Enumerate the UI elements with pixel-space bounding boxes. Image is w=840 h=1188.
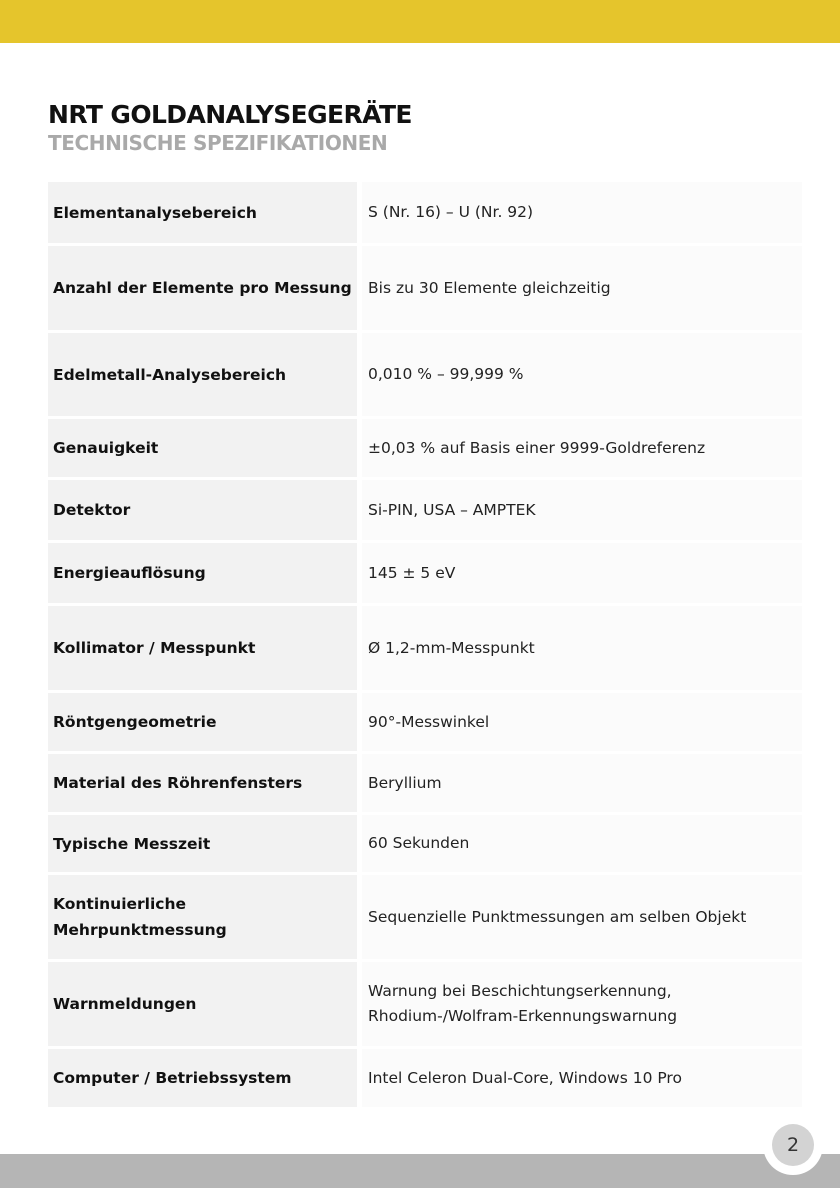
table-row (48, 815, 802, 872)
table-row (48, 419, 802, 477)
table-row (48, 543, 802, 603)
page-title: NRT GOLDANALYSEGERÄTE (48, 100, 412, 129)
spec-label: Computer / Betriebssystem (48, 1049, 357, 1107)
spec-label: Elementanalysebereich (48, 182, 357, 243)
spec-label: Röntgengeometrie (48, 693, 357, 751)
spec-value: 0,010 % – 99,999 % (362, 333, 802, 416)
table-row (48, 693, 802, 751)
table-row (48, 606, 802, 690)
table-row (48, 246, 802, 330)
spec-label: Anzahl der Elemente pro Messung (48, 246, 357, 330)
spec-label: Genauigkeit (48, 419, 357, 477)
top-accent-bar (0, 0, 840, 43)
spec-value: S (Nr. 16) – U (Nr. 92) (362, 182, 802, 243)
spec-value: Sequenzielle Punktmessungen am selben Objekt (362, 875, 802, 959)
page-number: 2 (772, 1124, 814, 1166)
spec-value: 145 ± 5 eV (362, 543, 802, 603)
table-row (48, 962, 802, 1046)
spec-value: Beryllium (362, 754, 802, 812)
spec-label: Energieauflösung (48, 543, 357, 603)
specifications-table (48, 179, 802, 1110)
spec-value: 90°-Messwinkel (362, 693, 802, 751)
page-subtitle: TECHNISCHE SPEZIFIKATIONEN (48, 131, 388, 155)
spec-value: Ø 1,2-mm-Messpunkt (362, 606, 802, 690)
spec-label: Edelmetall-Analysebereich (48, 333, 357, 416)
spec-value: 60 Sekunden (362, 815, 802, 872)
spec-value: ±0,03 % auf Basis einer 9999-Goldreferenz (362, 419, 802, 477)
spec-label: Kontinuierliche Mehrpunktmessung (48, 875, 357, 959)
spec-value: Bis zu 30 Elemente gleichzeitig (362, 246, 802, 330)
spec-value: Warnung bei Beschichtungserkennung, Rhodium-/Wolfram-Erkennungswarnung (362, 962, 802, 1046)
spec-label: Detektor (48, 480, 357, 540)
table-row (48, 1049, 802, 1107)
spec-label: Material des Röhrenfensters (48, 754, 357, 812)
spec-label: Warnmeldungen (48, 962, 357, 1046)
table-row (48, 182, 802, 243)
spec-value: Intel Celeron Dual-Core, Windows 10 Pro (362, 1049, 802, 1107)
spec-label: Kollimator / Messpunkt (48, 606, 357, 690)
table-row (48, 754, 802, 812)
spec-value: Si-PIN, USA – AMPTEK (362, 480, 802, 540)
table-row (48, 480, 802, 540)
table-row (48, 333, 802, 416)
table-row (48, 875, 802, 959)
spec-label: Typische Messzeit (48, 815, 357, 872)
bottom-footer-bar (0, 1154, 840, 1188)
